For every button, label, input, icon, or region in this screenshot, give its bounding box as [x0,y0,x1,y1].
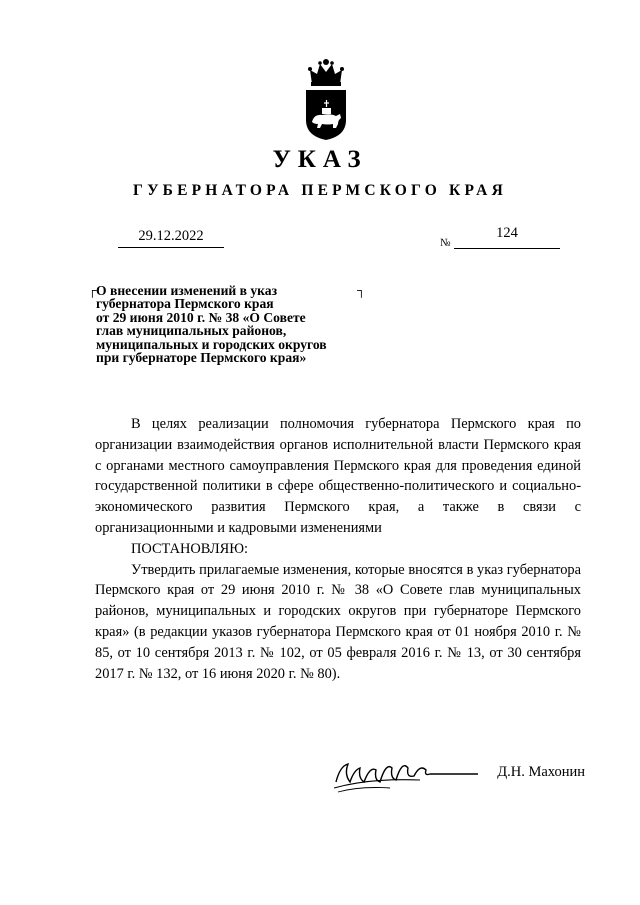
document-date: 29.12.2022 [118,228,224,248]
document-title: УКАЗ [272,146,368,173]
document-subject [96,284,366,364]
subject-line: О внесении изменений в указ [96,283,278,298]
body-paragraph-resolution: Утвердить прилагаемые изменения, которые вносятся в указ губернатора Пермского края от 29 июня 2010 г. № 38 «О Совете глав муниципальных районов, муниципальных и городских округов при губернаторе Пермского края» (в редакции указов губернатора Пермского края от 01 ноября 2010 г. № 85, от 10 сентября 2013 г. № 102, от 05 февраля 2016 г. № 13, от 30 сентября 2017 г. № 132, от 16 июня 2020 г. № 80). [95,561,581,682]
document-body [95,414,581,684]
subject-line: муниципальных и городских округов [96,336,327,352]
subject-bracket-right: ┐ [357,283,366,297]
document-number: 124 [496,225,518,241]
subject-bracket-left: ┌ [88,283,97,297]
decree-word: ПОСТАНОВЛЯЮ: [131,540,249,557]
handwritten-signature [330,752,480,796]
number-sign: № [440,237,451,249]
signature-block [330,752,585,798]
subject-line: от 29 июня 2010 г. № 38 «О Совете [96,309,306,325]
coat-of-arms-emblem [302,56,350,144]
number-underline [454,248,560,249]
document-subtitle: ГУБЕРНАТОРА ПЕРМСКОГО КРАЯ [133,182,507,199]
body-paragraph-preamble: В целях реализации полномочия губернатора Пермского края по организации взаимодействия органов исполнительной власти Пермского края с органами местного самоуправления Пермского края для проведения единой государственной политики в сфере общественно-политического и социально-экономического развития Пермского края, а также в связи с организационными и кадровыми изменениями [95,416,581,536]
signatory-name: Д.Н. Махонин [497,764,585,780]
document-number-field [440,225,560,251]
subject-line: глав муниципальных районов, [96,323,287,339]
subject-line: губернатора Пермского края [96,296,274,312]
subject-line: при губернаторе Пермского края» [96,350,307,366]
